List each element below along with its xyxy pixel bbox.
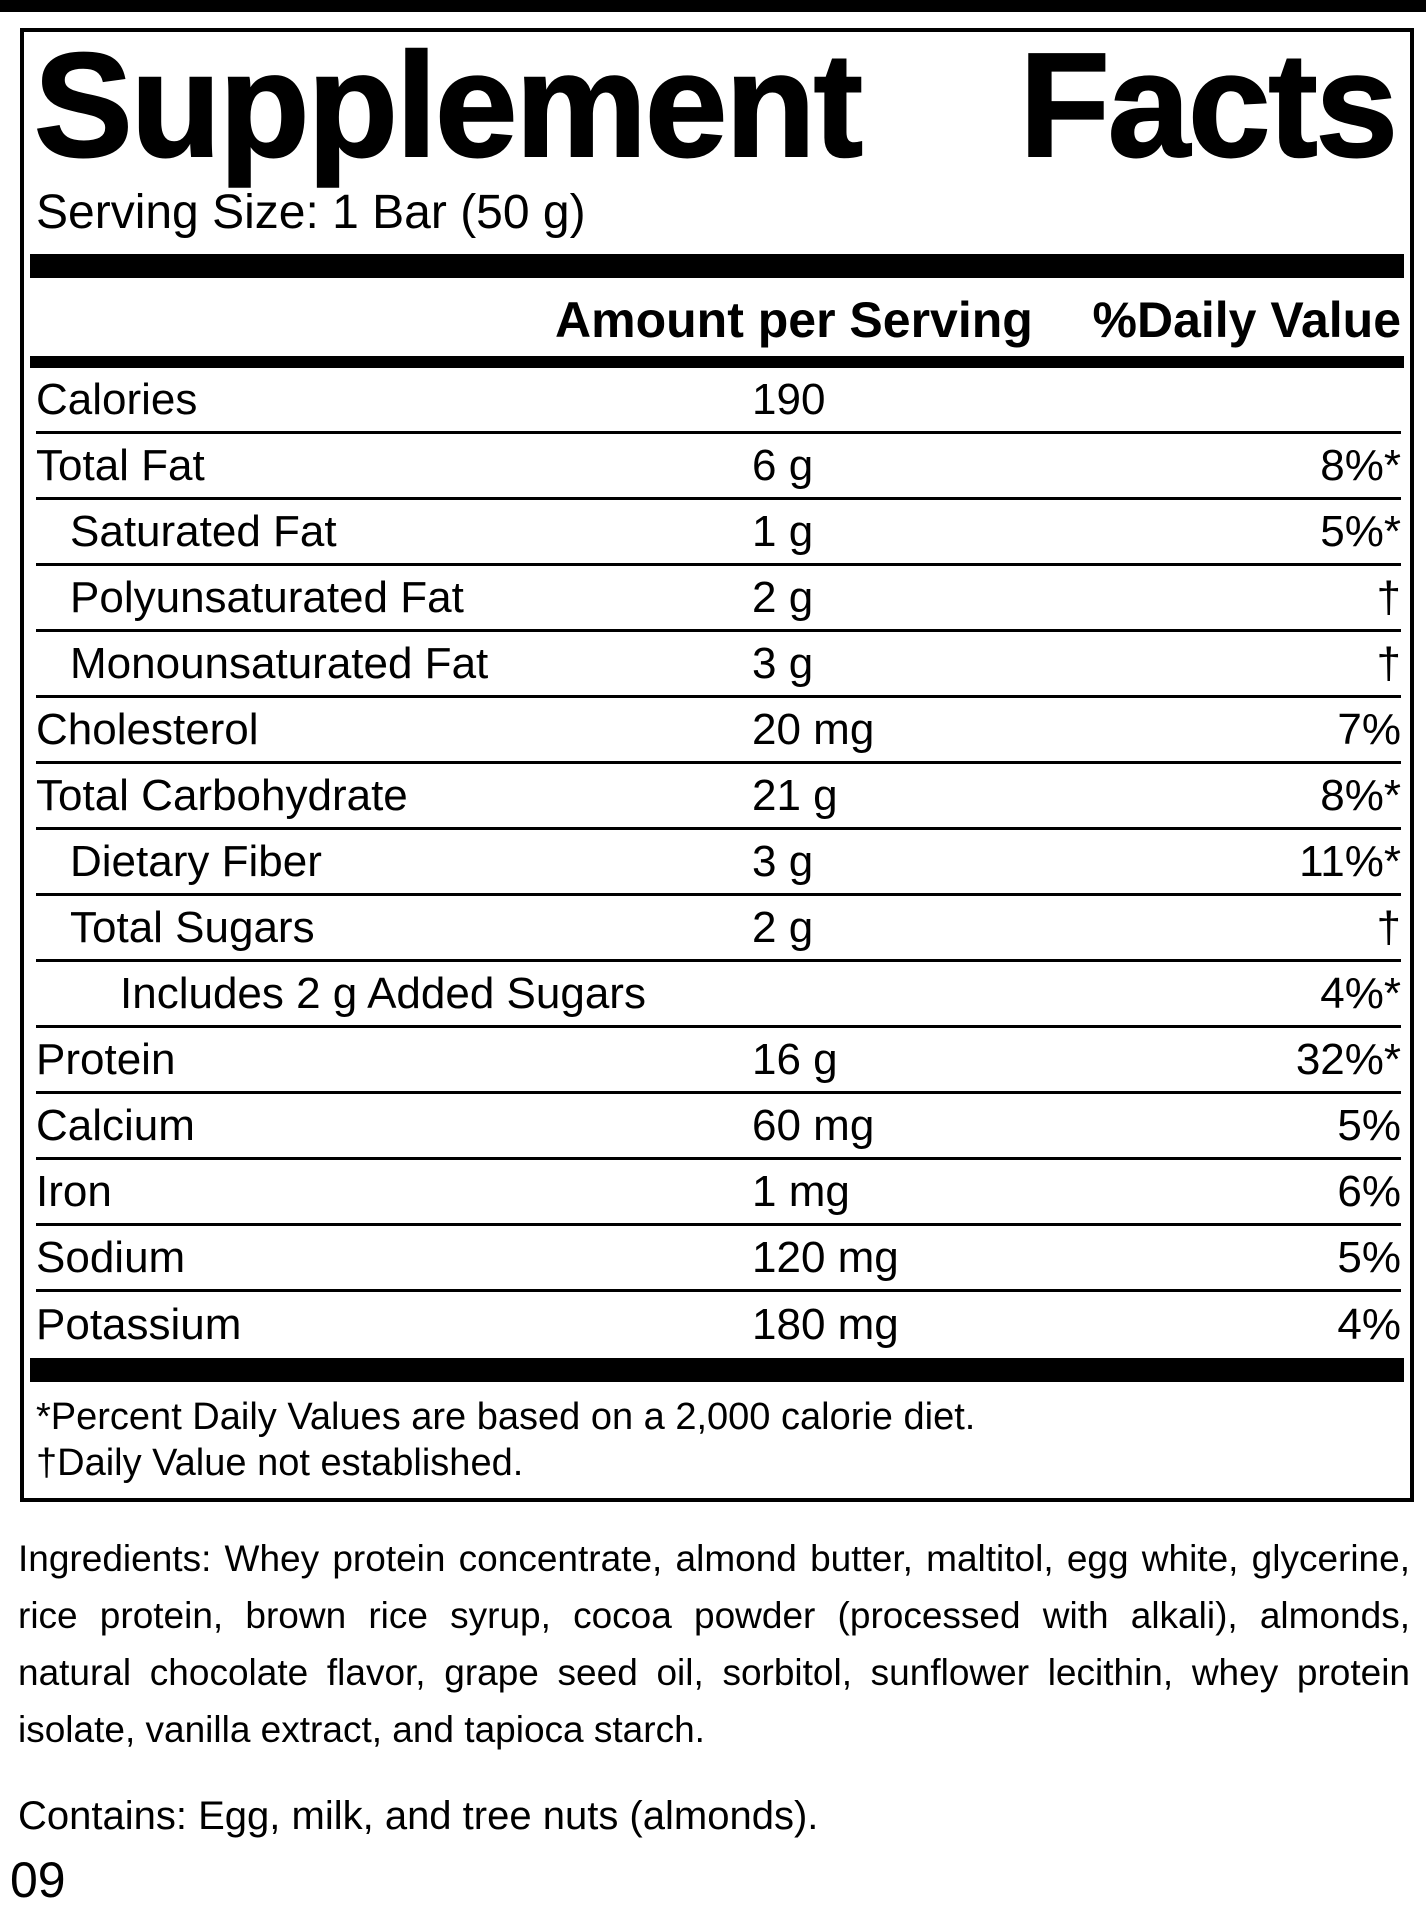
label-title <box>34 23 1396 188</box>
title-word-supplement: Supplement <box>34 23 861 188</box>
table-row <box>36 368 1401 434</box>
table-row <box>36 632 1401 698</box>
nutrient-amount: 120 mg <box>752 1232 899 1282</box>
table-row <box>36 896 1401 962</box>
nutrient-name: Polyunsaturated Fat <box>70 572 464 622</box>
table-row <box>36 1094 1401 1160</box>
nutrient-amount: 190 <box>752 374 826 424</box>
table-row <box>36 698 1401 764</box>
nutrient-amount: 1 g <box>752 506 814 556</box>
nutrient-amount: 21 g <box>752 770 838 820</box>
nutrient-daily-value: 5% <box>1337 1232 1401 1282</box>
nutrient-amount: 6 g <box>752 440 814 490</box>
nutrient-name: Cholesterol <box>36 704 259 754</box>
nutrient-name: Total Sugars <box>70 902 315 952</box>
nutrient-daily-value: † <box>1376 902 1401 952</box>
nutrient-name: Calories <box>36 374 198 424</box>
table-row <box>36 764 1401 830</box>
table-row <box>36 566 1401 632</box>
serving-size: Serving Size: 1 Bar (50 g) <box>36 186 586 239</box>
nutrient-daily-value: 11%* <box>1299 836 1401 886</box>
batch-code: 09 <box>10 1852 66 1908</box>
nutrient-amount: 3 g <box>752 638 814 688</box>
nutrient-daily-value: 32%* <box>1295 1034 1401 1084</box>
nutrient-table <box>36 368 1401 1358</box>
nutrient-name: Dietary Fiber <box>70 836 322 886</box>
footnote-daily-value-not-established: †Daily Value not established. <box>36 1442 524 1484</box>
nutrient-name: Total Carbohydrate <box>36 770 408 820</box>
nutrient-amount: 16 g <box>752 1034 838 1084</box>
nutrient-daily-value: 5% <box>1337 1100 1401 1150</box>
footnotes <box>36 1394 1401 1498</box>
nutrient-name: Protein <box>36 1034 176 1084</box>
ingredients-paragraph: Ingredients: Whey protein concentrate, almond butter, maltitol, egg white, glycerine, rice protein, brown rice syrup, cocoa powder (processed with alkali), almonds, natural chocolate flavor, grape seed oil, sorbitol, sunflower lecithin, whey protein isolate, vanilla extract, and tapioca starch. <box>18 1538 1410 1750</box>
nutrient-daily-value: 5%* <box>1320 506 1401 556</box>
table-row <box>36 500 1401 566</box>
table-row <box>36 1160 1401 1226</box>
nutrient-name: Monounsaturated Fat <box>70 638 489 688</box>
nutrient-daily-value: 8%* <box>1320 440 1401 490</box>
table-row <box>36 962 1401 1028</box>
table-row <box>36 1292 1401 1358</box>
nutrient-amount: 2 g <box>752 902 814 952</box>
nutrient-name: Calcium <box>36 1100 195 1150</box>
nutrient-daily-value: 7% <box>1337 704 1401 754</box>
nutrient-amount: 60 mg <box>752 1100 875 1150</box>
nutrient-amount: 3 g <box>752 836 814 886</box>
nutrient-daily-value: † <box>1376 638 1401 688</box>
table-row <box>36 1226 1401 1292</box>
nutrient-daily-value: 6% <box>1337 1166 1401 1216</box>
nutrient-daily-value: 4%* <box>1320 968 1401 1018</box>
header-divider <box>30 356 1404 368</box>
nutrient-name: Total Fat <box>36 440 205 490</box>
nutrient-name: Sodium <box>36 1232 186 1282</box>
nutrient-name: Potassium <box>36 1300 242 1349</box>
thick-divider-bottom <box>30 1358 1404 1382</box>
nutrient-name: Includes 2 g Added Sugars <box>120 968 646 1018</box>
nutrient-name: Iron <box>36 1166 112 1216</box>
top-edge-strip <box>0 0 1426 12</box>
column-header-row <box>36 278 1401 356</box>
contains-paragraph: Contains: Egg, milk, and tree nuts (almonds). <box>18 1794 819 1838</box>
footnote-percent-daily-values: *Percent Daily Values are based on a 2,000 calorie diet. <box>36 1396 976 1438</box>
table-row <box>36 1028 1401 1094</box>
nutrient-amount: 1 mg <box>752 1166 850 1216</box>
nutrient-daily-value: 8%* <box>1320 770 1401 820</box>
daily-value-header: %Daily Value <box>1092 292 1401 348</box>
nutrient-daily-value: 4% <box>1337 1300 1401 1349</box>
facts-box <box>20 23 1414 1502</box>
nutrient-amount: 2 g <box>752 572 814 622</box>
title-word-facts: Facts <box>1019 23 1396 188</box>
nutrient-amount: 20 mg <box>752 704 875 754</box>
amount-per-serving-header: Amount per Serving <box>555 292 1033 348</box>
nutrient-name: Saturated Fat <box>70 506 337 556</box>
nutrient-amount: 180 mg <box>752 1300 899 1349</box>
table-row <box>36 434 1401 500</box>
thick-divider-top <box>30 254 1404 278</box>
table-row <box>36 830 1401 896</box>
nutrient-daily-value: † <box>1376 572 1401 622</box>
